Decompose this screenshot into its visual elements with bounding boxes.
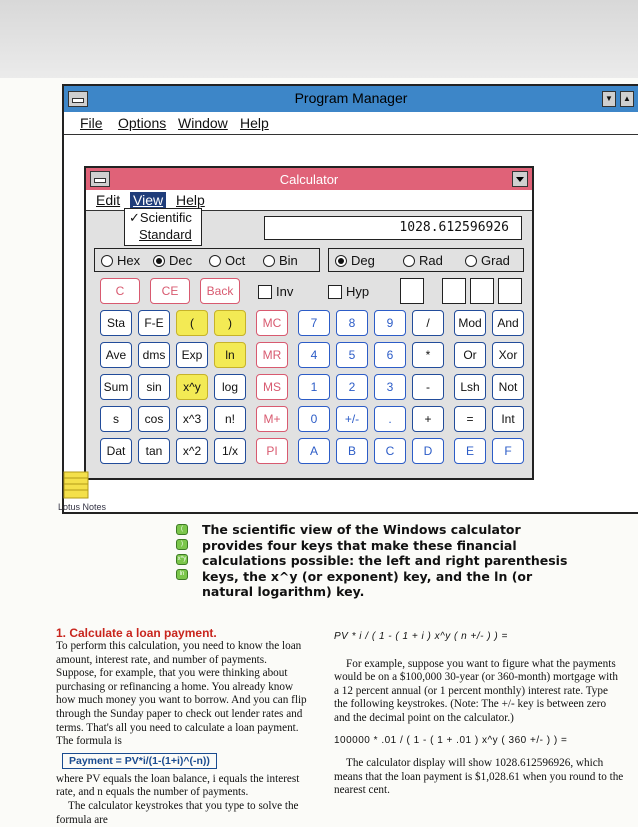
- caption-icon-exponent: [176, 554, 188, 566]
- key-4-6[interactable]: B: [336, 438, 368, 464]
- background-strip: [0, 0, 638, 78]
- radio-deg-indicator: [335, 255, 347, 267]
- checkbox-inv-label: Inv: [276, 284, 294, 299]
- key-4-10[interactable]: F: [492, 438, 524, 464]
- calc-menu-view[interactable]: View: [130, 192, 166, 208]
- radio-oct[interactable]: [209, 253, 245, 268]
- key-1-6[interactable]: 5: [336, 342, 368, 368]
- key-2-5[interactable]: 1: [298, 374, 330, 400]
- radio-hex[interactable]: [101, 253, 140, 268]
- keystrokes-formula: PV * i / ( 1 - ( 1 + i ) x^y ( n +/- ) ) =: [334, 631, 508, 642]
- paragraph-2: where PV equals the loan balance, i equals the interest rate, and n equals the number of payments.: [56, 772, 300, 799]
- key-1-2[interactable]: Exp: [176, 342, 208, 368]
- key-clear[interactable]: C: [100, 278, 140, 304]
- key-2-1[interactable]: sin: [138, 374, 170, 400]
- article-column-2: [334, 630, 624, 798]
- key-0-1[interactable]: F-E: [138, 310, 170, 336]
- number-base-group: [94, 248, 320, 272]
- key-0-5[interactable]: 7: [298, 310, 330, 336]
- radio-deg-label: Deg: [351, 253, 375, 268]
- lotus-notes-icon[interactable]: [62, 470, 90, 500]
- menu-window[interactable]: Window: [178, 115, 228, 131]
- key-0-4[interactable]: MC: [256, 310, 288, 336]
- radio-grad[interactable]: [465, 253, 510, 268]
- key-3-7[interactable]: .: [374, 406, 406, 432]
- key-3-0[interactable]: s: [100, 406, 132, 432]
- paragraph-5: The calculator display will show 1028.612596926, which means that the loan payment is $1,028.61 when you round to the nearest cent.: [334, 757, 624, 797]
- view-menu-standard[interactable]: Standard: [139, 227, 192, 242]
- empty-field-2: [442, 278, 466, 304]
- radio-dec[interactable]: [153, 253, 192, 268]
- radio-hex-indicator: [101, 255, 113, 267]
- key-4-5[interactable]: A: [298, 438, 330, 464]
- key-2-0[interactable]: Sum: [100, 374, 132, 400]
- empty-field-4: [498, 278, 522, 304]
- lotus-notes-label: Lotus Notes: [58, 502, 107, 512]
- key-3-3[interactable]: n!: [214, 406, 246, 432]
- calculator-minimize-icon[interactable]: [512, 171, 528, 187]
- calc-menu-edit[interactable]: Edit: [96, 192, 121, 208]
- key-3-10[interactable]: Int: [492, 406, 524, 432]
- checkbox-inv-box: [258, 285, 272, 299]
- key-0-9[interactable]: Mod: [454, 310, 486, 336]
- key-2-6[interactable]: 2: [336, 374, 368, 400]
- key-1-9[interactable]: Or: [454, 342, 486, 368]
- radio-rad-indicator: [403, 255, 415, 267]
- program-manager-titlebar[interactable]: [64, 86, 638, 112]
- checkbox-hyp-label: Hyp: [346, 284, 370, 299]
- key-4-4[interactable]: PI: [256, 438, 288, 464]
- radio-bin-indicator: [263, 255, 275, 267]
- radio-oct-label: Oct: [225, 253, 246, 268]
- key-1-0[interactable]: Ave: [100, 342, 132, 368]
- calculator-title: Calculator: [279, 172, 339, 187]
- calc-menu-help[interactable]: Help: [176, 192, 205, 208]
- radio-bin[interactable]: [263, 253, 298, 268]
- empty-field-1: [400, 278, 424, 304]
- key-4-9[interactable]: E: [454, 438, 486, 464]
- key-1-1[interactable]: dms: [138, 342, 170, 368]
- radio-oct-indicator: [209, 255, 221, 267]
- left-paren-key-icon: (: [176, 524, 188, 535]
- radio-dec-label: Dec: [169, 253, 193, 268]
- menu-help[interactable]: Help: [240, 115, 269, 131]
- caption-text: The scientific view of the Windows calculator provides four keys that make these financial calculations possible: the left and right parenthesis keys, the x^y (or exponent) key, and the ln (or natural logarithm) key.: [202, 522, 568, 599]
- view-menu-scientific[interactable]: ✓Scientific: [129, 210, 192, 225]
- key-4-2[interactable]: x^2: [176, 438, 208, 464]
- calculator-titlebar[interactable]: [86, 168, 532, 190]
- key-4-3[interactable]: 1/x: [214, 438, 246, 464]
- key-2-8[interactable]: -: [412, 374, 444, 400]
- key-0-2[interactable]: (: [176, 310, 208, 336]
- checkbox-hyp[interactable]: [328, 284, 369, 299]
- keystrokes-example: 100000 * .01 / ( 1 - ( 1 + .01 ) x^y ( 360 +/- ) ) =: [334, 734, 568, 746]
- caption-icon-right-paren: [176, 539, 188, 551]
- paragraph-3: The calculator keystrokes that you type to solve the formula are: [56, 799, 299, 826]
- paragraph-4: For example, suppose you want to figure what the payments would be on a $100,000 30-year (or 360-month) mortgage with a 12 percent annual (or 1 percent monthly) interest rate. Type the following keystrokes. (Note: The +/- key is between zero and the decimal point on the calculator.): [334, 657, 618, 724]
- radio-bin-label: Bin: [279, 253, 298, 268]
- radio-grad-indicator: [465, 255, 477, 267]
- key-1-10[interactable]: Xor: [492, 342, 524, 368]
- checkbox-inv[interactable]: [258, 284, 293, 299]
- exponent-key-icon: x^y: [176, 554, 188, 565]
- key-0-0[interactable]: Sta: [100, 310, 132, 336]
- checkbox-hyp-box: [328, 285, 342, 299]
- key-1-8[interactable]: *: [412, 342, 444, 368]
- empty-field-3: [470, 278, 494, 304]
- key-0-8[interactable]: /: [412, 310, 444, 336]
- caption-icon-left-paren: [176, 524, 188, 536]
- radio-rad[interactable]: [403, 253, 443, 268]
- key-1-4[interactable]: MR: [256, 342, 288, 368]
- key-2-2[interactable]: x^y: [176, 374, 208, 400]
- section-heading: 1. Calculate a loan payment.: [56, 626, 217, 640]
- key-4-1[interactable]: tan: [138, 438, 170, 464]
- key-2-3[interactable]: log: [214, 374, 246, 400]
- menu-file[interactable]: File: [80, 115, 103, 131]
- key-2-7[interactable]: 3: [374, 374, 406, 400]
- key-3-4[interactable]: M+: [256, 406, 288, 432]
- right-paren-key-icon: ): [176, 539, 188, 550]
- key-clear-entry[interactable]: CE: [150, 278, 190, 304]
- radio-hex-label: Hex: [117, 253, 141, 268]
- key-3-1[interactable]: cos: [138, 406, 170, 432]
- key-4-0[interactable]: Dat: [100, 438, 132, 464]
- key-1-5[interactable]: 4: [298, 342, 330, 368]
- key-2-4[interactable]: MS: [256, 374, 288, 400]
- key-0-10[interactable]: And: [492, 310, 524, 336]
- radio-grad-label: Grad: [481, 253, 510, 268]
- radio-rad-label: Rad: [419, 253, 443, 268]
- angle-unit-group: [328, 248, 524, 272]
- paragraph-1: To perform this calculation, you need to know the loan amount, interest rate, and number of payments. Suppose, for example, that you were thinking about purchasing or refinancing a home. You already know how much money you want to borrow. And you can flip through the Sunday paper to check out lender rates and terms. That's all you need to calculate a loan payment. The formula is: [56, 640, 307, 748]
- calculator-window: [84, 166, 534, 480]
- menu-options[interactable]: Options: [118, 115, 167, 131]
- key-3-6[interactable]: +/-: [336, 406, 368, 432]
- maximize-icon[interactable]: ▲: [620, 91, 634, 107]
- key-2-9[interactable]: Lsh: [454, 374, 486, 400]
- program-manager-title: Program Manager: [294, 90, 408, 106]
- article-column-1: [56, 626, 310, 827]
- program-manager-menubar: [64, 112, 638, 135]
- key-0-6[interactable]: 8: [336, 310, 368, 336]
- caption-icon-ln: [176, 569, 188, 581]
- key-0-3[interactable]: ): [214, 310, 246, 336]
- key-2-10[interactable]: Not: [492, 374, 524, 400]
- key-3-8[interactable]: +: [412, 406, 444, 432]
- key-4-8[interactable]: D: [412, 438, 444, 464]
- radio-dec-indicator: [153, 255, 165, 267]
- ln-key-icon: ln: [176, 569, 188, 580]
- radio-deg[interactable]: [335, 253, 375, 268]
- key-3-5[interactable]: 0: [298, 406, 330, 432]
- minimize-icon[interactable]: ▼: [602, 91, 616, 107]
- key-0-7[interactable]: 9: [374, 310, 406, 336]
- key-1-3[interactable]: ln: [214, 342, 246, 368]
- calculator-display: 1028.612596926: [264, 216, 522, 240]
- key-back[interactable]: Back: [200, 278, 240, 304]
- key-1-7[interactable]: 6: [374, 342, 406, 368]
- view-dropdown-menu: [124, 208, 202, 246]
- key-3-2[interactable]: x^3: [176, 406, 208, 432]
- formula-box: Payment = PV*i/(1-(1+i)^(-n)): [62, 753, 217, 769]
- key-3-9[interactable]: =: [454, 406, 486, 432]
- key-4-7[interactable]: C: [374, 438, 406, 464]
